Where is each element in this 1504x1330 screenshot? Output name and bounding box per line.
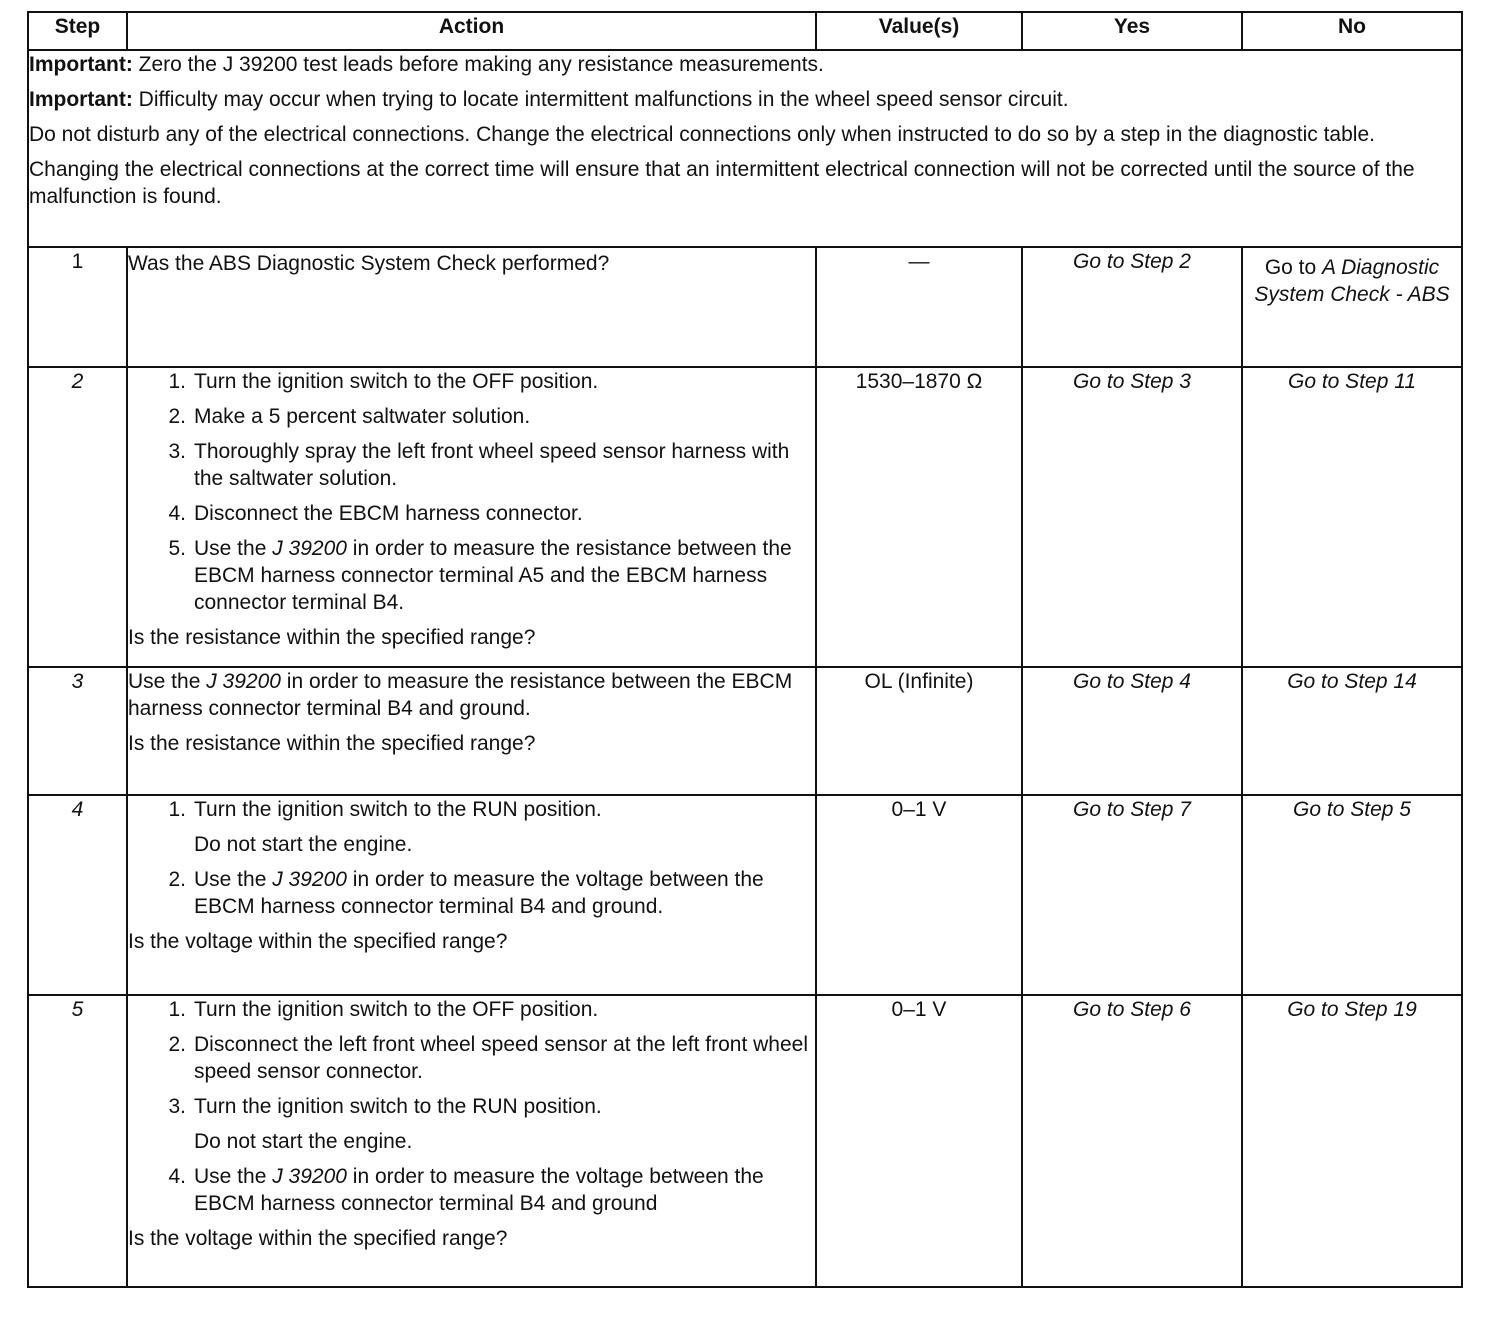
action-cell [127, 367, 816, 667]
item-number: 2. [168, 868, 186, 891]
note-1-text: Zero the J 39200 test leads before making any resistance measurements. [132, 53, 824, 76]
instruction-list [128, 996, 815, 1217]
action-cell [127, 667, 816, 795]
instruction-item [128, 403, 815, 430]
item-text: Thoroughly spray the left front wheel speed sensor harness with the saltwater solution. [194, 440, 790, 490]
no-link-step-11[interactable]: Go to Step 11 [1242, 367, 1462, 667]
instruction-item [128, 368, 815, 395]
no-link-step-19[interactable]: Go to Step 19 [1242, 995, 1462, 1287]
item-number: 2. [168, 1033, 186, 1056]
item-subnote: Do not start the engine. [194, 1130, 413, 1153]
note-4: Changing the electrical connections at the correct time will ensure that an intermittent electrical connection will not be corrected until the source of the malfunction is found. [29, 158, 1415, 208]
tool-reference: J 39200 [272, 537, 347, 560]
action-text [128, 668, 815, 722]
item-text [194, 535, 815, 616]
no-link-step-14[interactable]: Go to Step 14 [1242, 667, 1462, 795]
table-row-step-3 [28, 667, 1462, 795]
no-link-step-5[interactable]: Go to Step 5 [1242, 795, 1462, 995]
item-text-post: in order to measure the voltage between the EBCM harness connector terminal B4 and ground [194, 1165, 764, 1215]
item-text [194, 1163, 815, 1217]
header-value: Value(s) [816, 12, 1022, 50]
action-cell [127, 247, 816, 367]
header-no: No [1242, 12, 1462, 50]
action-question: Was the ABS Diagnostic System Check performed? [128, 252, 610, 275]
note-2-label: Important: [29, 88, 133, 111]
item-text-pre: Use the [194, 868, 273, 891]
yes-link-step-6[interactable]: Go to Step 6 [1022, 995, 1242, 1287]
note-3: Do not disturb any of the electrical connections. Change the electrical connections only when instructed to do so by a step in the diagnostic table. [29, 123, 1375, 146]
action-text-pre: Use the [128, 670, 207, 693]
value-cell: 0–1 V [816, 795, 1022, 995]
step-number: 3 [28, 667, 127, 795]
item-number: 4. [168, 502, 186, 525]
step-number: 5 [28, 995, 127, 1287]
no-link-text: A Diagnostic System Check - ABS [1254, 256, 1450, 306]
notes-cell [28, 50, 1462, 247]
header-action: Action [127, 12, 816, 50]
note-2 [29, 86, 1461, 113]
yes-link-step-2[interactable]: Go to Step 2 [1022, 247, 1242, 367]
item-text: Turn the ignition switch to the OFF position. [194, 998, 599, 1021]
tool-reference: J 39200 [272, 868, 347, 891]
item-number: 4. [168, 1165, 186, 1188]
header-yes: Yes [1022, 12, 1242, 50]
value-cell: OL (Infinite) [816, 667, 1022, 795]
action-cell [127, 995, 816, 1287]
action-text-post: in order to measure the resistance between the EBCM harness connector terminal B4 and ground. [128, 670, 793, 720]
value-cell: 0–1 V [816, 995, 1022, 1287]
item-subnote: Do not start the engine. [194, 833, 413, 856]
no-link-diagnostic-system-check[interactable] [1242, 247, 1462, 367]
action-question: Is the voltage within the specified range? [128, 930, 508, 953]
yes-link-step-4[interactable]: Go to Step 4 [1022, 667, 1242, 795]
yes-link-step-3[interactable]: Go to Step 3 [1022, 367, 1242, 667]
item-text [194, 866, 815, 920]
tool-reference: J 39200 [272, 1165, 347, 1188]
instruction-item [128, 438, 815, 492]
item-text-post: in order to measure the resistance between the EBCM harness connector terminal A5 and the EBCM harness connector terminal B4. [194, 537, 792, 614]
value-cell: — [816, 247, 1022, 367]
item-number: 1. [168, 798, 186, 821]
item-text: Turn the ignition switch to the RUN position. [194, 1095, 602, 1118]
table-row-step-4 [28, 795, 1462, 995]
item-text: Turn the ignition switch to the RUN position. [194, 798, 602, 821]
instruction-item [128, 796, 815, 823]
item-text: Disconnect the EBCM harness connector. [194, 502, 583, 525]
item-text: Disconnect the left front wheel speed sensor at the left front wheel speed sensor connector. [194, 1033, 809, 1083]
yes-link-step-7[interactable]: Go to Step 7 [1022, 795, 1242, 995]
note-1-label: Important: [29, 53, 133, 76]
item-text-pre: Use the [194, 1165, 273, 1188]
instruction-list [128, 796, 815, 920]
header-row [28, 12, 1462, 50]
item-text: Make a 5 percent saltwater solution. [194, 405, 531, 428]
tool-reference: J 39200 [206, 670, 281, 693]
table-row-step-5 [28, 995, 1462, 1287]
item-number: 5. [168, 537, 186, 560]
note-2-text: Difficulty may occur when trying to locate intermittent malfunctions in the wheel speed sensor circuit. [132, 88, 1069, 111]
item-number: 3. [168, 1095, 186, 1118]
no-prefix: Go to [1264, 256, 1323, 279]
item-text-pre: Use the [194, 537, 273, 560]
instruction-item [128, 1163, 815, 1217]
table-row-step-1 [28, 247, 1462, 367]
instruction-item [128, 1093, 815, 1120]
notes-row [28, 50, 1462, 247]
instruction-item [128, 500, 815, 527]
step-number: 4 [28, 795, 127, 995]
value-cell: 1530–1870 Ω [816, 367, 1022, 667]
instruction-list [128, 368, 815, 616]
action-cell [127, 795, 816, 995]
instruction-item [128, 535, 815, 616]
note-1 [29, 51, 1461, 78]
table-row-step-2 [28, 367, 1462, 667]
step-number: 1 [28, 247, 127, 367]
instruction-item [128, 1031, 815, 1085]
action-question: Is the resistance within the specified range? [128, 626, 536, 649]
diagnostic-table [27, 11, 1463, 1288]
step-number: 2 [28, 367, 127, 667]
item-number: 1. [168, 998, 186, 1021]
action-question: Is the resistance within the specified range? [128, 732, 536, 755]
item-text: Turn the ignition switch to the OFF position. [194, 370, 599, 393]
item-text-post: in order to measure the voltage between the EBCM harness connector terminal B4 and ground. [194, 868, 764, 918]
header-step: Step [28, 12, 127, 50]
instruction-item [128, 866, 815, 920]
item-number: 2. [168, 405, 186, 428]
instruction-item [128, 996, 815, 1023]
action-question: Is the voltage within the specified range? [128, 1227, 508, 1250]
item-number: 3. [168, 440, 186, 463]
item-number: 1. [168, 370, 186, 393]
